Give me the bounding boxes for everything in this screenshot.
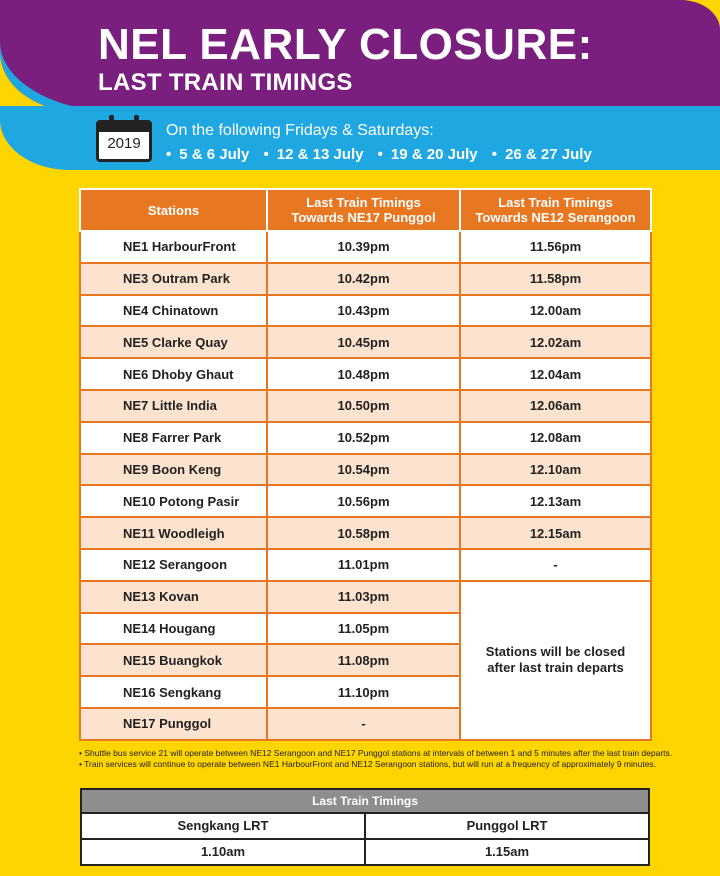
dates-list: [166, 146, 602, 163]
time-towards-serangoon: 12.02am: [460, 326, 651, 358]
time-towards-serangoon: 12.08am: [460, 422, 651, 454]
time-towards-punggol: 11.03pm: [267, 581, 460, 613]
time-towards-punggol: 10.42pm: [267, 263, 460, 295]
station-name: NE6 Dhoby Ghaut: [80, 358, 267, 390]
date-item: • 12 & 13 July: [263, 146, 364, 163]
lrt-time-sengkang: 1.10am: [82, 840, 366, 864]
station-name: NE10 Potong Pasir: [80, 485, 267, 517]
time-towards-serangoon: -: [460, 549, 651, 581]
station-name: NE5 Clarke Quay: [80, 326, 267, 358]
calendar-icon: [96, 120, 152, 162]
station-name: NE11 Woodleigh: [80, 517, 267, 549]
table-row: [80, 517, 651, 549]
station-name: NE16 Sengkang: [80, 676, 267, 708]
station-name: NE1 HarbourFront: [80, 231, 267, 263]
time-towards-punggol: 11.10pm: [267, 676, 460, 708]
time-towards-serangoon: 11.56pm: [460, 231, 651, 263]
page-title: NEL EARLY CLOSURE:: [98, 20, 593, 69]
time-towards-punggol: -: [267, 708, 460, 740]
table-row: [80, 295, 651, 327]
dates-intro: On the following Fridays & Saturdays:: [166, 122, 434, 139]
table-row: [80, 390, 651, 422]
time-towards-punggol: 10.52pm: [267, 422, 460, 454]
table-row: [80, 454, 651, 486]
header-towards-punggol: Last Train Timings Towards NE17 Punggol: [267, 189, 460, 231]
time-towards-serangoon: 12.00am: [460, 295, 651, 327]
time-towards-punggol: 10.43pm: [267, 295, 460, 327]
time-towards-punggol: 10.50pm: [267, 390, 460, 422]
station-name: NE17 Punggol: [80, 708, 267, 740]
closed-note: Stations will be closed after last train departs: [460, 581, 651, 740]
station-name: NE7 Little India: [80, 390, 267, 422]
time-towards-serangoon: 12.15am: [460, 517, 651, 549]
date-item: • 26 & 27 July: [491, 146, 592, 163]
table-row: [80, 581, 651, 613]
time-towards-punggol: 11.05pm: [267, 613, 460, 645]
date-item: • 5 & 6 July: [166, 146, 250, 163]
date-item: • 19 & 20 July: [377, 146, 478, 163]
time-towards-punggol: 10.54pm: [267, 454, 460, 486]
time-towards-serangoon: 12.04am: [460, 358, 651, 390]
time-towards-punggol: 10.58pm: [267, 517, 460, 549]
station-name: NE4 Chinatown: [80, 295, 267, 327]
table-row: [80, 485, 651, 517]
station-name: NE8 Farrer Park: [80, 422, 267, 454]
header-towards-serangoon: Last Train Timings Towards NE12 Serangoon: [460, 189, 651, 231]
table-row: [80, 326, 651, 358]
timings-table: [79, 188, 650, 741]
time-towards-serangoon: 12.10am: [460, 454, 651, 486]
table-row: [80, 231, 651, 263]
lrt-col-punggol: Punggol LRT: [466, 818, 548, 833]
time-towards-punggol: 10.48pm: [267, 358, 460, 390]
table-row: [80, 422, 651, 454]
station-name: NE13 Kovan: [80, 581, 267, 613]
table-row: [80, 358, 651, 390]
time-towards-punggol: 10.39pm: [267, 231, 460, 263]
time-towards-punggol: 11.08pm: [267, 644, 460, 676]
time-towards-serangoon: 12.06am: [460, 390, 651, 422]
header-stations: Stations: [80, 189, 267, 231]
time-towards-serangoon: 12.13am: [460, 485, 651, 517]
time-towards-punggol: 10.56pm: [267, 485, 460, 517]
calendar-year: 2019: [107, 135, 141, 152]
time-towards-serangoon: 11.58pm: [460, 263, 651, 295]
station-name: NE12 Serangoon: [80, 549, 267, 581]
time-towards-punggol: 11.01pm: [267, 549, 460, 581]
lrt-title: Last Train Timings: [82, 790, 648, 814]
station-name: NE3 Outram Park: [80, 263, 267, 295]
lrt-table: [80, 788, 650, 866]
station-name: NE15 Buangkok: [80, 644, 267, 676]
time-towards-punggol: 10.45pm: [267, 326, 460, 358]
lrt-time-punggol: 1.15am: [484, 844, 530, 859]
table-row: [80, 549, 651, 581]
station-name: NE9 Boon Keng: [80, 454, 267, 486]
station-name: NE14 Hougang: [80, 613, 267, 645]
lrt-col-sengkang: Sengkang LRT: [82, 814, 366, 838]
table-row: [80, 263, 651, 295]
footnotes: [79, 748, 679, 770]
page-subtitle: LAST TRAIN TIMINGS: [98, 69, 353, 96]
footnote: • Train services will continue to operate between NE1 HarbourFront and NE12 Serangoon stations, but will run at a frequency of approximately 9 minutes.: [79, 759, 657, 769]
footnote: • Shuttle bus service 21 will operate between NE12 Serangoon and NE17 Punggol stations at intervals of between 1 and 5 minutes after the last train departs.: [79, 748, 673, 758]
